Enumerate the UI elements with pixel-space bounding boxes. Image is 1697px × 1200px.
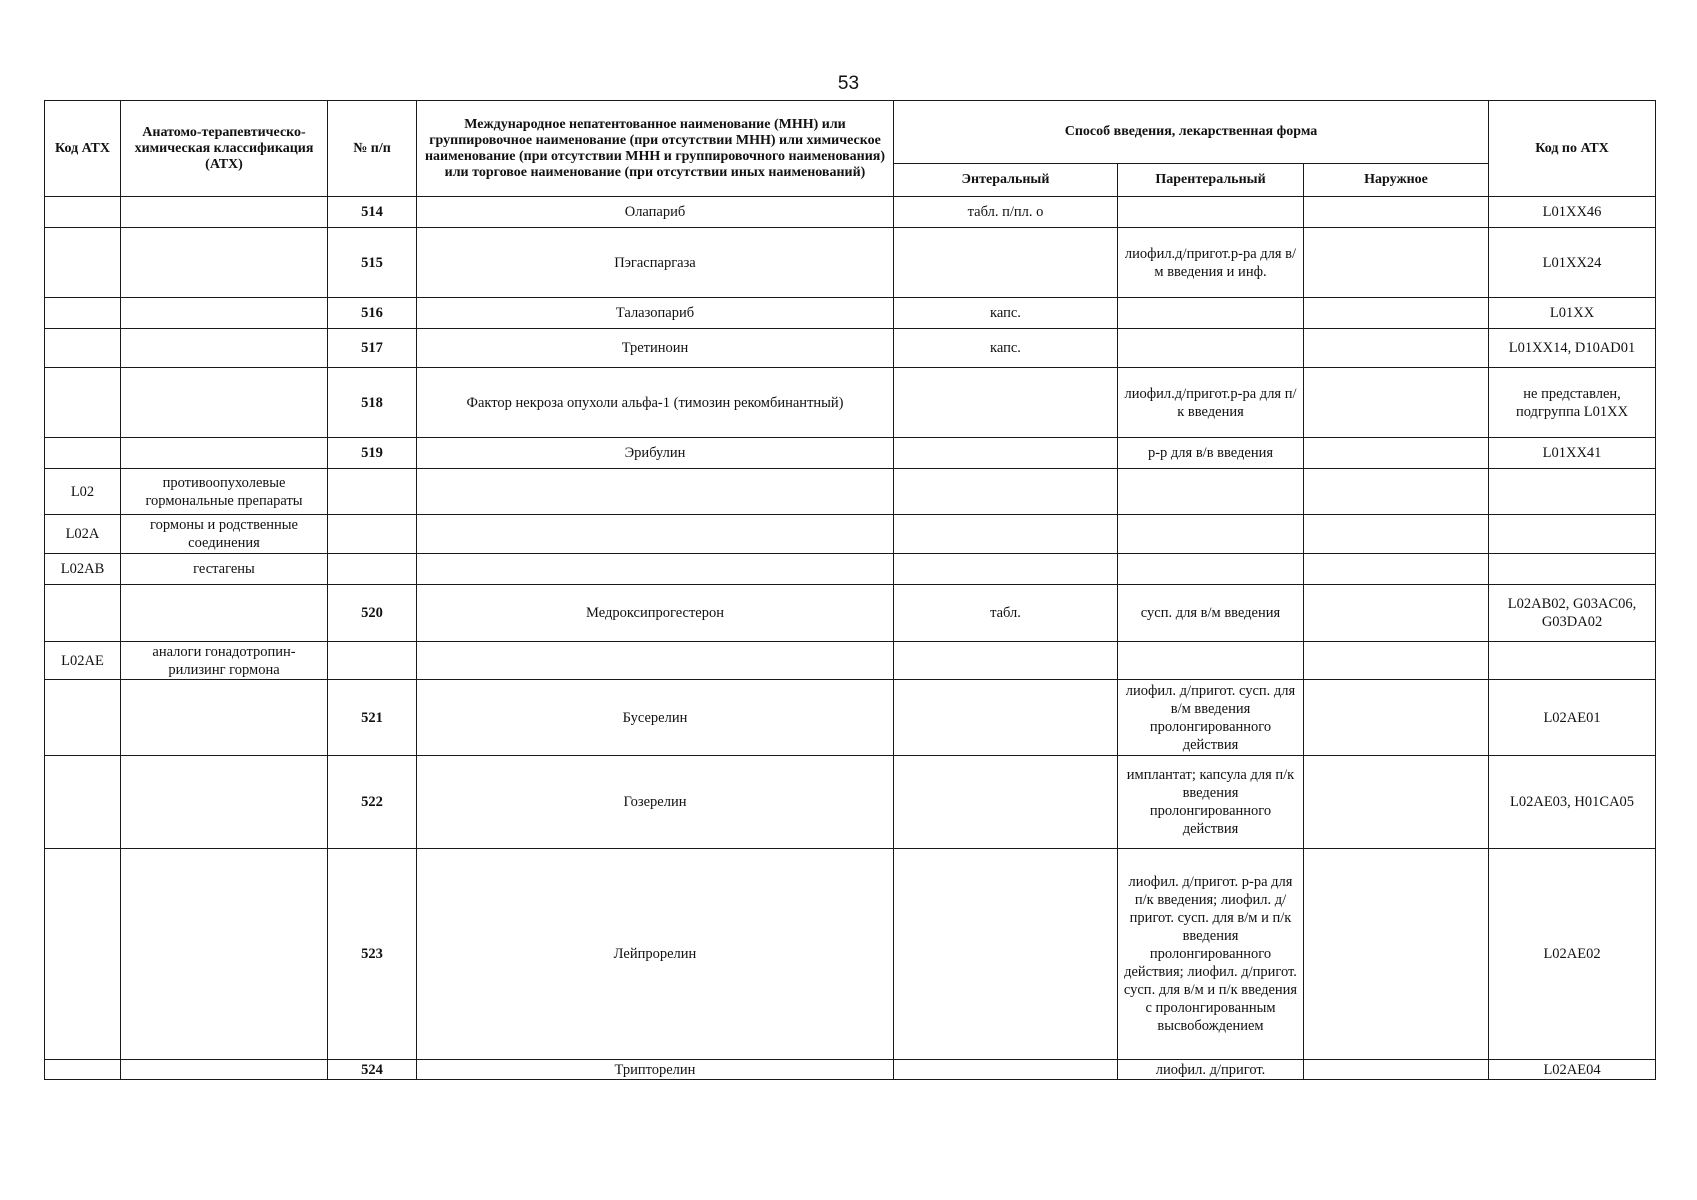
atx-code-right-cell: [1489, 554, 1656, 585]
enteral-cell: табл. п/пл. о: [894, 197, 1118, 228]
drug-name-cell: Бусерелин: [417, 680, 894, 756]
classification-cell: [121, 1060, 328, 1080]
row-number-cell: 519: [328, 438, 417, 469]
enteral-cell: [894, 515, 1118, 554]
row-number-cell: 521: [328, 680, 417, 756]
parenteral-cell: [1118, 329, 1304, 368]
enteral-cell: [894, 368, 1118, 438]
enteral-cell: табл.: [894, 585, 1118, 642]
header-classification: Анатомо-терапевтическо-химическая классификация (АТХ): [121, 101, 328, 197]
atx-code-right-cell: L02AB02, G03AC06, G03DA02: [1489, 585, 1656, 642]
enteral-cell: капс.: [894, 298, 1118, 329]
row-number-cell: [328, 515, 417, 554]
enteral-cell: [894, 469, 1118, 515]
enteral-cell: [894, 554, 1118, 585]
classification-cell: противоопухолевые гормональные препараты: [121, 469, 328, 515]
parenteral-cell: [1118, 197, 1304, 228]
classification-cell: [121, 849, 328, 1060]
header-atx-code: Код АТХ: [45, 101, 121, 197]
atx-code-cell: [45, 228, 121, 298]
parenteral-cell: лиофил. д/пригот.: [1118, 1060, 1304, 1080]
drug-name-cell: Эрибулин: [417, 438, 894, 469]
table-row: [45, 585, 1656, 642]
atx-code-cell: [45, 368, 121, 438]
table-row: [45, 554, 1656, 585]
table-header: [45, 101, 1656, 197]
atx-code-cell: [45, 680, 121, 756]
table-row: [45, 642, 1656, 680]
atx-code-right-cell: L01XX14, D10AD01: [1489, 329, 1656, 368]
atx-code-cell: L02: [45, 469, 121, 515]
external-cell: [1304, 756, 1489, 849]
classification-cell: [121, 298, 328, 329]
drug-name-cell: Третиноин: [417, 329, 894, 368]
drug-name-cell: Лейпрорелин: [417, 849, 894, 1060]
drug-name-cell: Медроксипрогестерон: [417, 585, 894, 642]
classification-cell: аналоги гонадотропин-рилизинг гормона: [121, 642, 328, 680]
parenteral-cell: р-р для в/в введения: [1118, 438, 1304, 469]
enteral-cell: [894, 680, 1118, 756]
table-row: [45, 298, 1656, 329]
parenteral-cell: сусп. для в/м введения: [1118, 585, 1304, 642]
drug-name-cell: Трипторелин: [417, 1060, 894, 1080]
classification-cell: [121, 228, 328, 298]
row-number-cell: [328, 469, 417, 515]
classification-cell: [121, 756, 328, 849]
row-number-cell: 523: [328, 849, 417, 1060]
drug-name-cell: Талазопариб: [417, 298, 894, 329]
header-parenteral: Парентеральный: [1118, 164, 1304, 197]
atx-code-right-cell: L01XX41: [1489, 438, 1656, 469]
atx-code-cell: [45, 298, 121, 329]
parenteral-cell: [1118, 298, 1304, 329]
atx-code-right-cell: L02AE02: [1489, 849, 1656, 1060]
enteral-cell: [894, 849, 1118, 1060]
drug-name-cell: Пэгаспаргаза: [417, 228, 894, 298]
classification-cell: [121, 368, 328, 438]
header-enteral: Энтеральный: [894, 164, 1118, 197]
parenteral-cell: [1118, 515, 1304, 554]
atx-code-right-cell: [1489, 469, 1656, 515]
header-route-group: Способ введения, лекарственная форма: [894, 101, 1489, 164]
header-external: Наружное: [1304, 164, 1489, 197]
external-cell: [1304, 515, 1489, 554]
parenteral-cell: имплантат; капсула для п/к введения пролонгированного действия: [1118, 756, 1304, 849]
classification-cell: [121, 329, 328, 368]
table-row: [45, 1060, 1656, 1080]
external-cell: [1304, 1060, 1489, 1080]
table-row: [45, 849, 1656, 1060]
table-body: [45, 197, 1656, 1080]
atx-code-cell: L02A: [45, 515, 121, 554]
external-cell: [1304, 228, 1489, 298]
table-row: [45, 228, 1656, 298]
row-number-cell: [328, 642, 417, 680]
classification-cell: [121, 680, 328, 756]
atx-code-cell: [45, 1060, 121, 1080]
table-row: [45, 756, 1656, 849]
row-number-cell: 516: [328, 298, 417, 329]
enteral-cell: [894, 438, 1118, 469]
external-cell: [1304, 469, 1489, 515]
atx-code-cell: L02AB: [45, 554, 121, 585]
parenteral-cell: [1118, 469, 1304, 515]
atx-code-right-cell: L01XX46: [1489, 197, 1656, 228]
atx-code-cell: [45, 329, 121, 368]
atx-code-cell: [45, 756, 121, 849]
atx-code-right-cell: L02AE03, H01CA05: [1489, 756, 1656, 849]
parenteral-cell: лиофил.д/пригот.р-ра для п/к введения: [1118, 368, 1304, 438]
header-name: Международное непатентованное наименование (МНН) или группировочное наименование (при отсутствии МНН) или химическое наименование (при отсутствии МНН и группировочного наименования) или торговое наименование (при отсутствии иных наименований): [417, 101, 894, 197]
table-row: [45, 680, 1656, 756]
external-cell: [1304, 554, 1489, 585]
atx-code-cell: [45, 585, 121, 642]
row-number-cell: 514: [328, 197, 417, 228]
parenteral-cell: лиофил. д/пригот. р-ра для п/к введения; лиофил. д/пригот. сусп. для в/м и п/к введения пролонгированного действия; лиофил. д/пригот. сусп. для в/м и п/к введения с пролонгированным высвобождением: [1118, 849, 1304, 1060]
atx-code-cell: [45, 438, 121, 469]
external-cell: [1304, 585, 1489, 642]
drug-name-cell: [417, 642, 894, 680]
drug-name-cell: [417, 515, 894, 554]
drug-name-cell: Олапариб: [417, 197, 894, 228]
row-number-cell: 522: [328, 756, 417, 849]
classification-cell: гормоны и родственные соединения: [121, 515, 328, 554]
atx-code-right-cell: L02AE04: [1489, 1060, 1656, 1080]
atx-code-right-cell: не представлен, подгруппа L01XX: [1489, 368, 1656, 438]
classification-cell: гестагены: [121, 554, 328, 585]
atx-table: [44, 100, 1656, 1080]
enteral-cell: [894, 1060, 1118, 1080]
header-number: № п/п: [328, 101, 417, 197]
table-row: [45, 469, 1656, 515]
external-cell: [1304, 680, 1489, 756]
enteral-cell: [894, 642, 1118, 680]
atx-code-right-cell: [1489, 642, 1656, 680]
table-row: [45, 438, 1656, 469]
drug-name-cell: [417, 554, 894, 585]
row-number-cell: 524: [328, 1060, 417, 1080]
external-cell: [1304, 849, 1489, 1060]
drug-name-cell: Гозерелин: [417, 756, 894, 849]
atx-code-right-cell: [1489, 515, 1656, 554]
parenteral-cell: [1118, 642, 1304, 680]
external-cell: [1304, 197, 1489, 228]
atx-code-cell: L02AE: [45, 642, 121, 680]
parenteral-cell: лиофил. д/пригот. сусп. для в/м введения пролонгированного действия: [1118, 680, 1304, 756]
external-cell: [1304, 642, 1489, 680]
header-atx-code-right: Код по АТХ: [1489, 101, 1656, 197]
external-cell: [1304, 298, 1489, 329]
row-number-cell: 515: [328, 228, 417, 298]
external-cell: [1304, 329, 1489, 368]
parenteral-cell: [1118, 554, 1304, 585]
row-number-cell: 518: [328, 368, 417, 438]
drug-name-cell: [417, 469, 894, 515]
table-row: [45, 197, 1656, 228]
atx-code-right-cell: L02AE01: [1489, 680, 1656, 756]
enteral-cell: капс.: [894, 329, 1118, 368]
classification-cell: [121, 438, 328, 469]
atx-code-cell: [45, 197, 121, 228]
external-cell: [1304, 438, 1489, 469]
external-cell: [1304, 368, 1489, 438]
atx-code-right-cell: L01XX: [1489, 298, 1656, 329]
table-row: [45, 368, 1656, 438]
page-number: 53: [837, 73, 860, 94]
parenteral-cell: лиофил.д/пригот.р-ра для в/м введения и инф.: [1118, 228, 1304, 298]
row-number-cell: 517: [328, 329, 417, 368]
classification-cell: [121, 585, 328, 642]
row-number-cell: [328, 554, 417, 585]
classification-cell: [121, 197, 328, 228]
enteral-cell: [894, 228, 1118, 298]
table-row: [45, 515, 1656, 554]
row-number-cell: 520: [328, 585, 417, 642]
atx-code-right-cell: L01XX24: [1489, 228, 1656, 298]
enteral-cell: [894, 756, 1118, 849]
table-row: [45, 329, 1656, 368]
drug-name-cell: Фактор некроза опухоли альфа-1 (тимозин рекомбинантный): [417, 368, 894, 438]
atx-code-cell: [45, 849, 121, 1060]
